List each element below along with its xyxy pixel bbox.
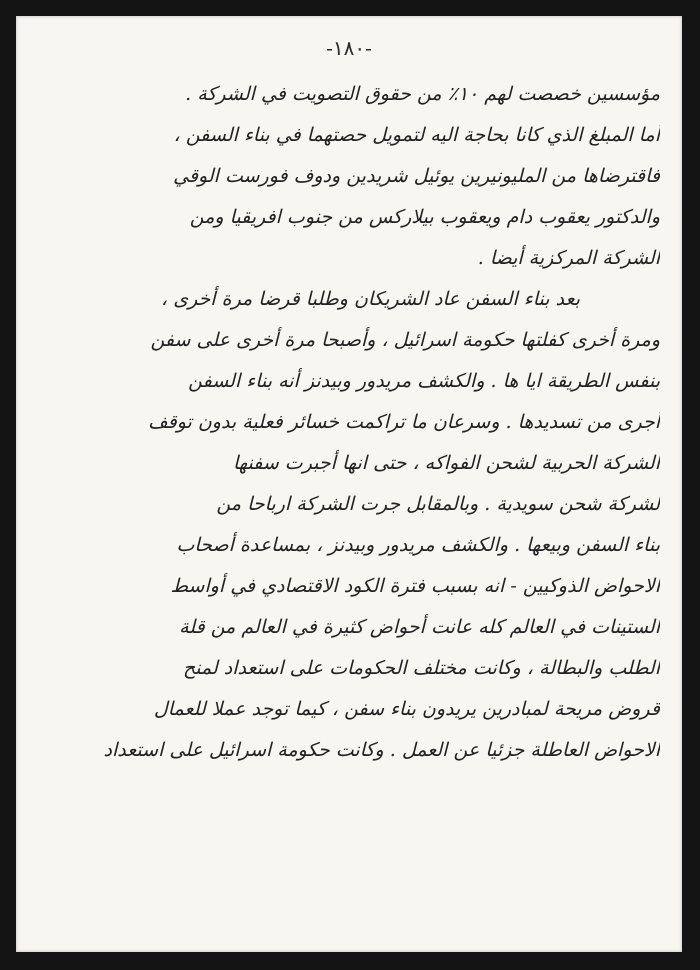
text-line: الشركة المركزية أيضا . [477,247,660,269]
text-line: الاحواض العاطلة جزئيا عن العمل . وكانت حكومة اسرائيل على استعداد [103,739,660,761]
text-line: الطلب والبطالة ، وكانت مختلف الحكومات على استعداد لمنح [182,657,660,679]
text-line: قروض مريحة لمبادرين يريدون بناء سفن ، كيما توجد عملا للعمال [153,698,660,720]
text-line: بناء السفن وبيعها . والكشف مريدور وبيدنز ، بمساعدة أصحاب [176,534,660,556]
text-line: فاقترضاها من المليونيرين يوئيل شريدين ودوف فورست الوقي [173,165,660,187]
text-line: بنفس الطريقة ايا ها . والكشف مريدور وبيدنز أنه بناء السفن [188,370,660,392]
document-page [16,16,682,952]
text-line: بعد بناء السفن عاد الشريكان وطلبا قرضا مرة أخرى ، [161,288,580,310]
text-line: ومرة أخرى كفلتها حكومة اسرائيل ، وأصبحا مرة أخرى على سفن [150,329,660,351]
text-line: أجرى من تسديدها . وسرعان ما تراكمت خسائر فعلية بدون توقف [147,411,660,433]
text-line: الاحواض الذوكيين - انه بسبب فترة الكود الاقتصادي في أواسط [170,575,660,597]
text-line: مؤسسين خصصت لهم ١٠٪ من حقوق التصويت في الشركة . [185,83,660,105]
handwritten-text-body [38,74,660,771]
text-line: الشركة الحربية لشحن الفواكه ، حتى انها أجبرت سفنها [232,452,660,474]
text-line: الستينات في العالم كله عانت أحواض كثيرة في العالم من قلة [179,616,660,638]
text-line: والدكتور يعقوب دام ويعقوب بيلاركس من جنوب افريقيا ومن [189,206,660,228]
text-line: لشركة شحن سويدية . وبالمقابل جرت الشركة ارباحا من [216,493,660,515]
text-line: أما المبلغ الذي كانا بحاجة اليه لتمويل حصتهما في بناء السفن ، [173,124,660,146]
page-number: -١٨٠- [326,36,372,60]
